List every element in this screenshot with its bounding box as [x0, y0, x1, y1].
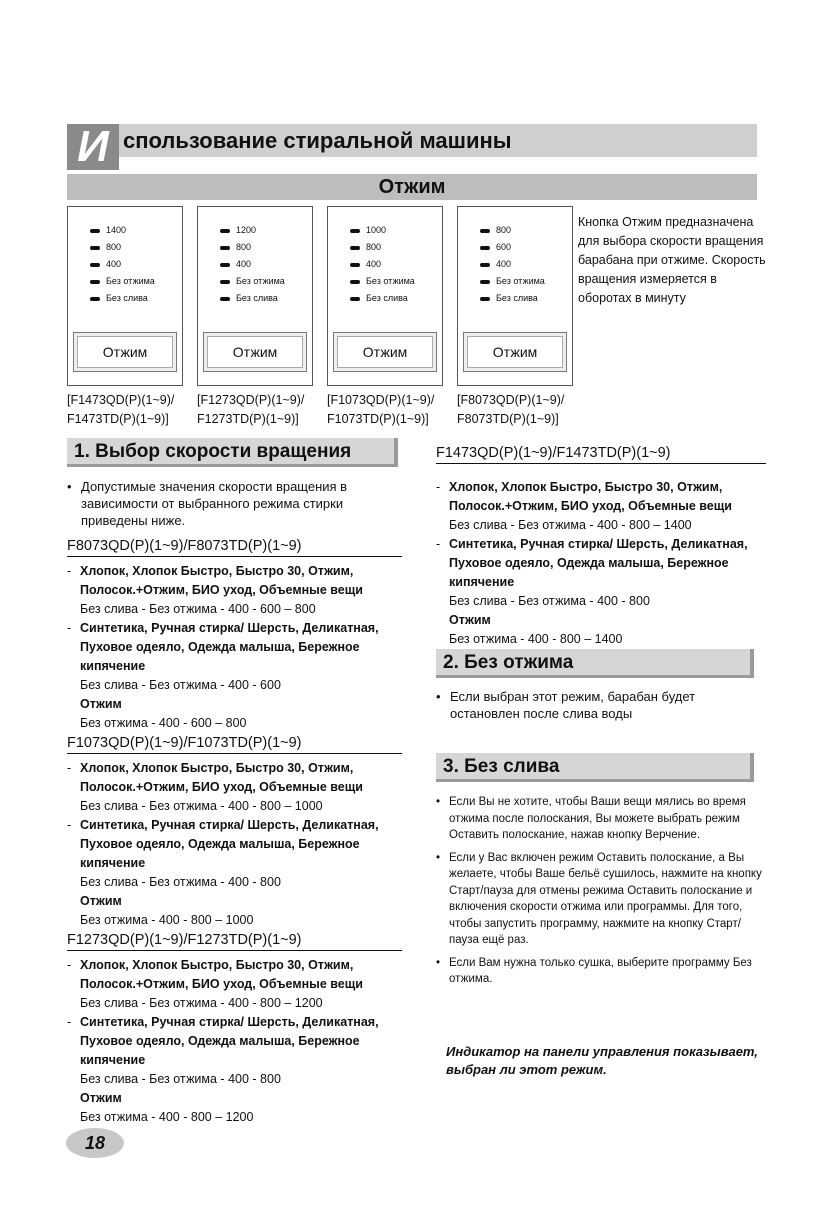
indicator-led-icon	[480, 246, 490, 250]
model-caption: [F1273QD(P)(1~9)/ F1273TD(P)(1~9)]	[197, 393, 305, 426]
spin-option: Без отжима	[354, 273, 415, 290]
control-panel-illustration	[67, 206, 183, 386]
indicator-led-icon	[480, 263, 490, 267]
indicator-led-icon	[350, 246, 360, 250]
spin-option: Без слива	[484, 290, 545, 307]
spin-option: 800	[94, 239, 155, 256]
indicator-led-icon	[350, 280, 360, 284]
spin-option: 400	[94, 256, 155, 273]
section-heading-no-spin: 2. Без отжима	[436, 649, 754, 678]
spin-option: 800	[484, 222, 545, 239]
list-item: • Если Вам нужна только сушка, выберите программу Без отжима.	[436, 956, 752, 985]
title-initial-letter: И	[67, 124, 119, 170]
model-caption: [F1473QD(P)(1~9)/ F1473TD(P)(1~9)]	[67, 393, 175, 426]
indicator-led-icon	[90, 263, 100, 267]
section-subtitle: Отжим	[67, 174, 757, 200]
section2-text: • Если выбран этот режим, барабан будет остановлен после слива воды	[436, 689, 696, 721]
indicator-led-icon	[220, 246, 230, 250]
page-number: 18	[66, 1128, 124, 1158]
model-heading: F8073QD(P)(1~9)/F8073TD(P)(1~9)	[67, 536, 402, 557]
model-spin-table: F1073QD(P)(1~9)/F1073TD(P)(1~9) - Хлопок, Хлопок Быстро, Быстро 30, Отжим, Полосок.+Отжим, БИО уход, Объемные вещи Без слива - Без отжима - 400 - 800 – 1000 - Синтетика, Ручная стирка/ Шерсть, Деликатная, Пуховое одеяло, Одежда малыша, Бережное кипячение Без слива - Без отжима - 400 - 800 Отжим Без отжима - 400 - 800 – 1000	[67, 733, 402, 930]
spin-button-illustration: Отжим	[463, 332, 567, 372]
model-spin-table: F1473QD(P)(1~9)/F1473TD(P)(1~9) - Хлопок, Хлопок Быстро, Быстро 30, Отжим, Полосок.+Отжим, БИО уход, Объемные вещи Без слива - Без отжима - 400 - 800 – 1400 - Синтетика, Ручная стирка/ Шерсть, Деликатная, Пуховое одеяло, Одежда малыша, Бережное кипячение Без слива - Без отжима - 400 - 800 Отжим Без отжима - 400 - 800 – 1400	[436, 443, 766, 649]
indicator-led-icon	[220, 280, 230, 284]
section1-intro: • Допустимые значения скорости вращения в зависимости от выбранного режима стирки приведены ниже.	[67, 479, 348, 528]
indicator-led-icon	[220, 297, 230, 301]
control-panel-illustration	[327, 206, 443, 386]
indicator-led-icon	[220, 229, 230, 233]
control-panel-illustration	[457, 206, 573, 386]
spin-option: Без отжима	[94, 273, 155, 290]
indicator-led-icon	[220, 263, 230, 267]
model-heading: F1273QD(P)(1~9)/F1273TD(P)(1~9)	[67, 930, 402, 951]
spin-option: 1000	[354, 222, 415, 239]
model-spin-table: F1273QD(P)(1~9)/F1273TD(P)(1~9) - Хлопок, Хлопок Быстро, Быстро 30, Отжим, Полосок.+Отжим, БИО уход, Объемные вещи Без слива - Без отжима - 400 - 800 – 1200 - Синтетика, Ручная стирка/ Шерсть, Деликатная, Пуховое одеяло, Одежда малыша, Бережное кипячение Без слива - Без отжима - 400 - 800 Отжим Без отжима - 400 - 800 – 1200	[67, 930, 402, 1127]
spin-option: 800	[224, 239, 285, 256]
spin-option: 400	[484, 256, 545, 273]
indicator-led-icon	[480, 297, 490, 301]
indicator-led-icon	[480, 229, 490, 233]
indicator-led-icon	[350, 263, 360, 267]
indicator-led-icon	[90, 246, 100, 250]
list-item: • Если Вы не хотите, чтобы Ваши вещи мялись во время отжима после полоскания, Вы можете выбрать режим Оставить полоскание, нажав кнопку Верчение.	[436, 796, 746, 841]
model-spin-table: F8073QD(P)(1~9)/F8073TD(P)(1~9) - Хлопок, Хлопок Быстро, Быстро 30, Отжим, Полосок.+Отжим, БИО уход, Объемные вещи Без слива - Без отжима - 400 - 600 – 800 - Синтетика, Ручная стирка/ Шерсть, Деликатная, Пуховое одеяло, Одежда малыша, Бережное кипячение Без слива - Без отжима - 400 - 600 Отжим Без отжима - 400 - 600 – 800	[67, 536, 402, 733]
control-panel-illustration	[197, 206, 313, 386]
spin-option: 800	[354, 239, 415, 256]
model-caption: [F1073QD(P)(1~9)/ F1073TD(P)(1~9)]	[327, 393, 435, 426]
spin-option: 1200	[224, 222, 285, 239]
spin-button-illustration: Отжим	[333, 332, 437, 372]
model-caption: [F8073QD(P)(1~9)/ F8073TD(P)(1~9)]	[457, 393, 565, 426]
model-heading: F1073QD(P)(1~9)/F1073TD(P)(1~9)	[67, 733, 402, 754]
page-title: спользование стиральной машины	[119, 124, 757, 157]
indicator-led-icon	[90, 280, 100, 284]
list-item: • Если у Вас включен режим Оставить полоскание, а Вы желаете, чтобы Ваше бельё сушилось, нажмите на кнопку Старт/пауза для отмены режима Оставить полоскание и включения скорости отжима или программы. Для того, чтобы запустить программу, нажмите на кнопку Старт/пауза ещё раз.	[436, 851, 762, 946]
model-heading: F1473QD(P)(1~9)/F1473TD(P)(1~9)	[436, 443, 766, 464]
spin-option: 1400	[94, 222, 155, 239]
section-heading-speed: 1. Выбор скорости вращения	[67, 438, 398, 467]
spin-option: Без отжима	[224, 273, 285, 290]
indicator-led-icon	[480, 280, 490, 284]
spin-option: Без отжима	[484, 273, 545, 290]
spin-option: 400	[224, 256, 285, 273]
spin-option: 400	[354, 256, 415, 273]
spin-button-illustration: Отжим	[203, 332, 307, 372]
indicator-led-icon	[350, 297, 360, 301]
spin-button-description: Кнопка Отжим предназначена для выбора скорости вращения барабана при отжиме. Скорость вращения измеряется в оборотах в минуту	[578, 215, 766, 305]
section-heading-rinse-hold: 3. Без слива	[436, 753, 754, 782]
indicator-note: Индикатор на панели управления показывает, выбран ли этот режим.	[446, 1044, 758, 1077]
spin-option: 600	[484, 239, 545, 256]
indicator-led-icon	[90, 297, 100, 301]
indicator-led-icon	[90, 229, 100, 233]
indicator-led-icon	[350, 229, 360, 233]
spin-option: Без слива	[354, 290, 415, 307]
spin-option: Без слива	[224, 290, 285, 307]
spin-button-illustration: Отжим	[73, 332, 177, 372]
section3-list	[436, 794, 766, 994]
spin-option: Без слива	[94, 290, 155, 307]
